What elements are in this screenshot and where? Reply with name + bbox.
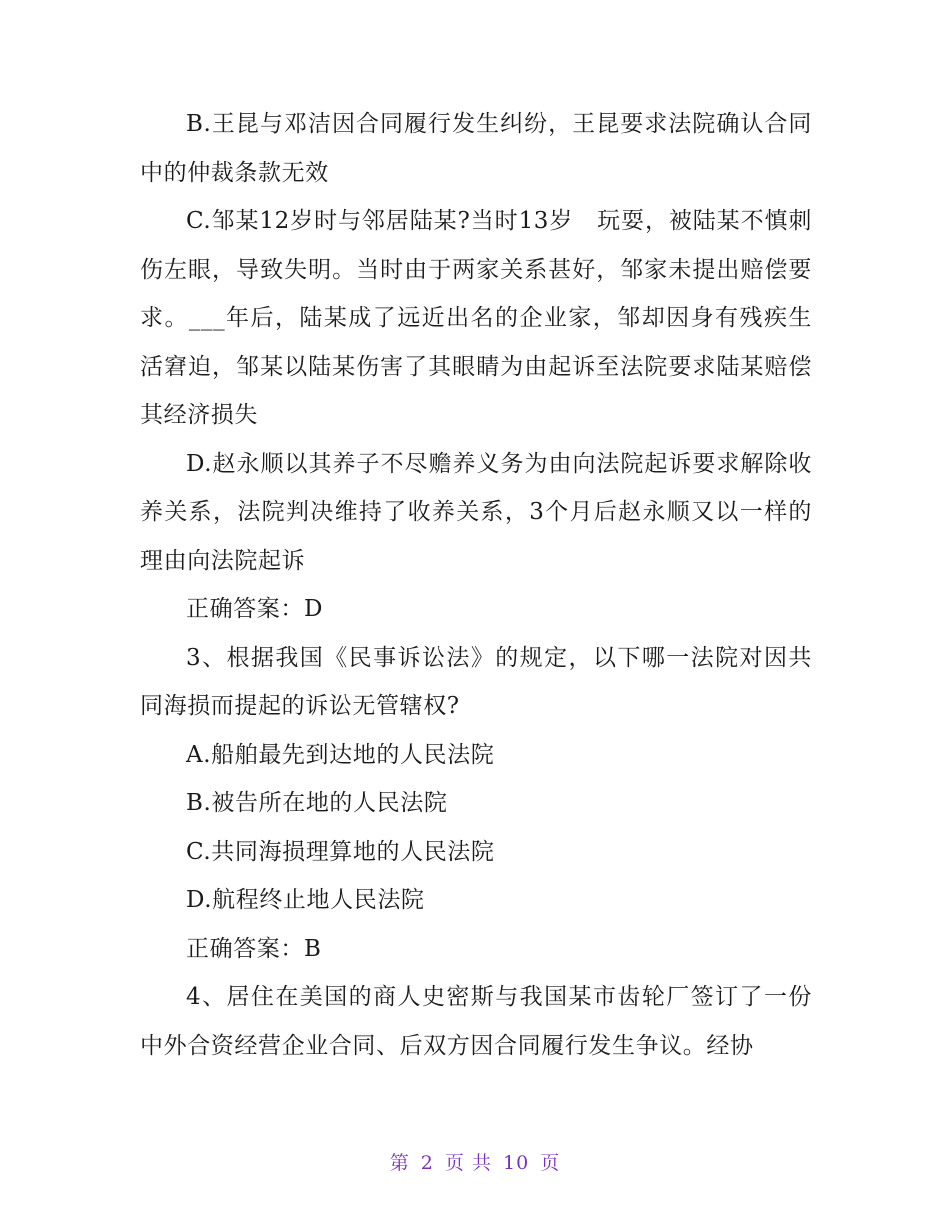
question-3-option-b: B.被告所在地的人民法院	[186, 790, 448, 816]
page-footer	[0, 1148, 950, 1175]
question-3-option-a: A.船舶最先到达地的人民法院	[186, 741, 495, 768]
question-4: 4、居住在美国的商人史密斯与我国某市齿轮厂签订了一份中外合资经营企业合同、后双方因合同履行发生争议。经协	[140, 984, 812, 1059]
footer-prefix: 第	[389, 1152, 410, 1174]
document-body	[140, 100, 812, 1070]
footer-middle: 页 共	[444, 1152, 492, 1174]
question-3-option-d: D.航程终止地人民法院	[186, 887, 425, 913]
question-3-option-c: C.共同海损理算地的人民法院	[186, 838, 495, 865]
option-b-paragraph: B.王昆与邓洁因合同履行发生纠纷，王昆要求法院确认合同中的仲裁条款无效	[140, 111, 812, 186]
question-3: 3、根据我国《民事诉讼法》的规定，以下哪一法院对因共同海损而提起的诉讼无管辖权?	[140, 644, 812, 719]
answer-line: 正确答案：D	[186, 596, 324, 622]
option-d-paragraph: D.赵永顺以其养子不尽赡养义务为由向法院起诉要求解除收养关系，法院判决维持了收养关系，3个月后赵永顺又以一样的理由向法院起诉	[140, 450, 812, 574]
answer-line: 正确答案：B	[186, 935, 322, 962]
footer-suffix: 页	[540, 1152, 561, 1174]
footer-page-number: 2	[420, 1152, 434, 1174]
option-c-paragraph: C.邹某12岁时与邻居陆某?当时13岁 玩耍，被陆某不慎刺伤左眼，导致失明。当时由于两家关系甚好，邹家未提出赔偿要求。___年后，陆某成了远近出名的企业家，邹却因身有残疾生活窘迫，邹某以陆某伤害了其眼睛为由起诉至法院要求陆某赔偿其经济损失	[140, 208, 812, 428]
footer-total-pages: 10	[503, 1152, 530, 1174]
